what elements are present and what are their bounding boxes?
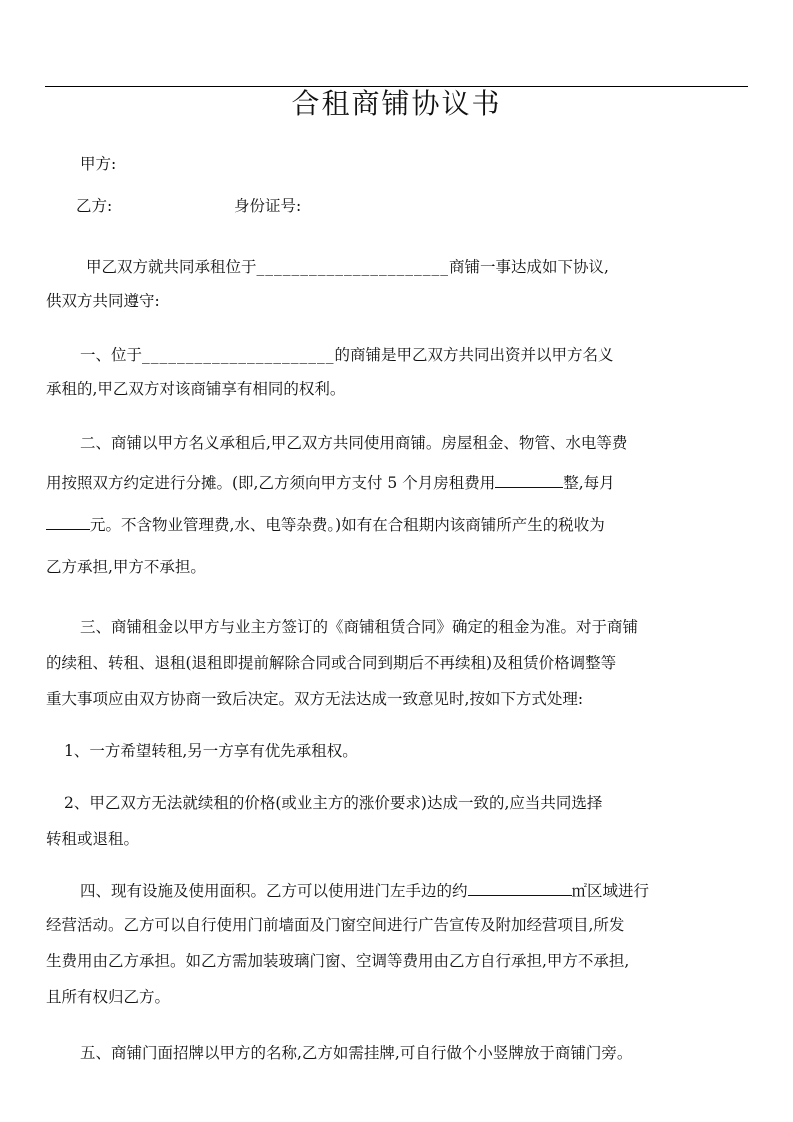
clause-3-line-3: 重大事项应由双方协商一致后决定。双方无法达成一致意见时,按如下方式处理: <box>46 690 584 708</box>
clause-4-text-post: ㎡区域进行 <box>571 882 650 900</box>
clause-2-text-line3: 元。不含物业管理费,水、电等杂费。)如有在合租期内该商铺所产生的税收为 <box>90 516 605 534</box>
item-2-line-1: 2、甲乙双方无法就续租的价格(或业主方的涨价要求)达成一致的,应当共同选择 <box>64 794 603 812</box>
clause-1-location-blank: ______________________ <box>142 346 335 364</box>
clause-4-line-2: 经营活动。乙方可以自行使用门前墙面及门窗空间进行广告宣传及附加经营项目,所发 <box>46 916 625 934</box>
clause-3-line-1: 三、商铺租金以甲方与业主方签订的《商铺租赁合同》确定的租金为准。对于商铺 <box>80 618 639 636</box>
id-number-label: 身份证号: <box>234 197 302 215</box>
clause-1-text-post: 的商铺是甲乙双方共同出资并以甲方名义 <box>334 346 614 364</box>
clause-1-text-pre: 一、位于 <box>80 346 143 364</box>
intro-line-2: 供双方共同遵守: <box>46 292 160 310</box>
clause-2-line-3 <box>46 514 605 536</box>
location-blank: ______________________ <box>256 258 450 276</box>
clause-2-text-pre: 用按照双方约定进行分摊。(即,乙方须向甲方支付 5 个月房租费用 <box>46 474 496 492</box>
party-b-label: 乙方: <box>76 197 113 215</box>
clause-1-line-2: 承租的,甲乙双方对该商铺享有相同的权利。 <box>46 380 346 398</box>
monthly-amount-blank <box>46 528 90 530</box>
rent-amount-blank <box>495 486 563 488</box>
clause-2-line-2 <box>46 472 615 494</box>
clause-2-text-post: 整,每月 <box>563 474 615 492</box>
intro-text-post: 商铺一事达成如下协议, <box>449 258 609 276</box>
clause-4-line-4: 且所有权归乙方。 <box>46 988 171 1006</box>
item-2-line-2: 转租或退租。 <box>46 830 140 848</box>
area-blank <box>468 894 572 896</box>
clause-4-line-3: 生费用由乙方承担。如乙方需加装玻璃门窗、空调等费用由乙方自行承担,甲方不承担, <box>46 952 630 970</box>
clause-2-line-4: 乙方承担,甲方不承担。 <box>46 558 206 576</box>
intro-line-1 <box>86 256 609 278</box>
clause-3-line-2: 的续租、转租、退租(退租即提前解除合同或合同到期后不再续租)及租赁价格调整等 <box>46 654 617 672</box>
document-title: 合租商铺协议书 <box>291 87 502 120</box>
intro-text-pre: 甲乙双方就共同承租位于 <box>86 258 257 276</box>
item-1: 1、一方希望转租,另一方享有优先承租权。 <box>64 742 358 760</box>
clause-4-text-pre: 四、现有设施及使用面积。乙方可以使用进门左手边的约 <box>80 882 468 900</box>
clause-4-line-1 <box>80 880 649 902</box>
clause-2-line-1: 二、商铺以甲方名义承租后,甲乙双方共同使用商铺。房屋租金、物管、水电等费 <box>80 434 628 452</box>
clause-5: 五、商铺门面招牌以甲方的名称,乙方如需挂牌,可自行做个小竖牌放于商铺门旁。 <box>80 1044 633 1062</box>
clause-1-line-1 <box>80 344 614 366</box>
party-a-label: 甲方: <box>80 155 117 173</box>
